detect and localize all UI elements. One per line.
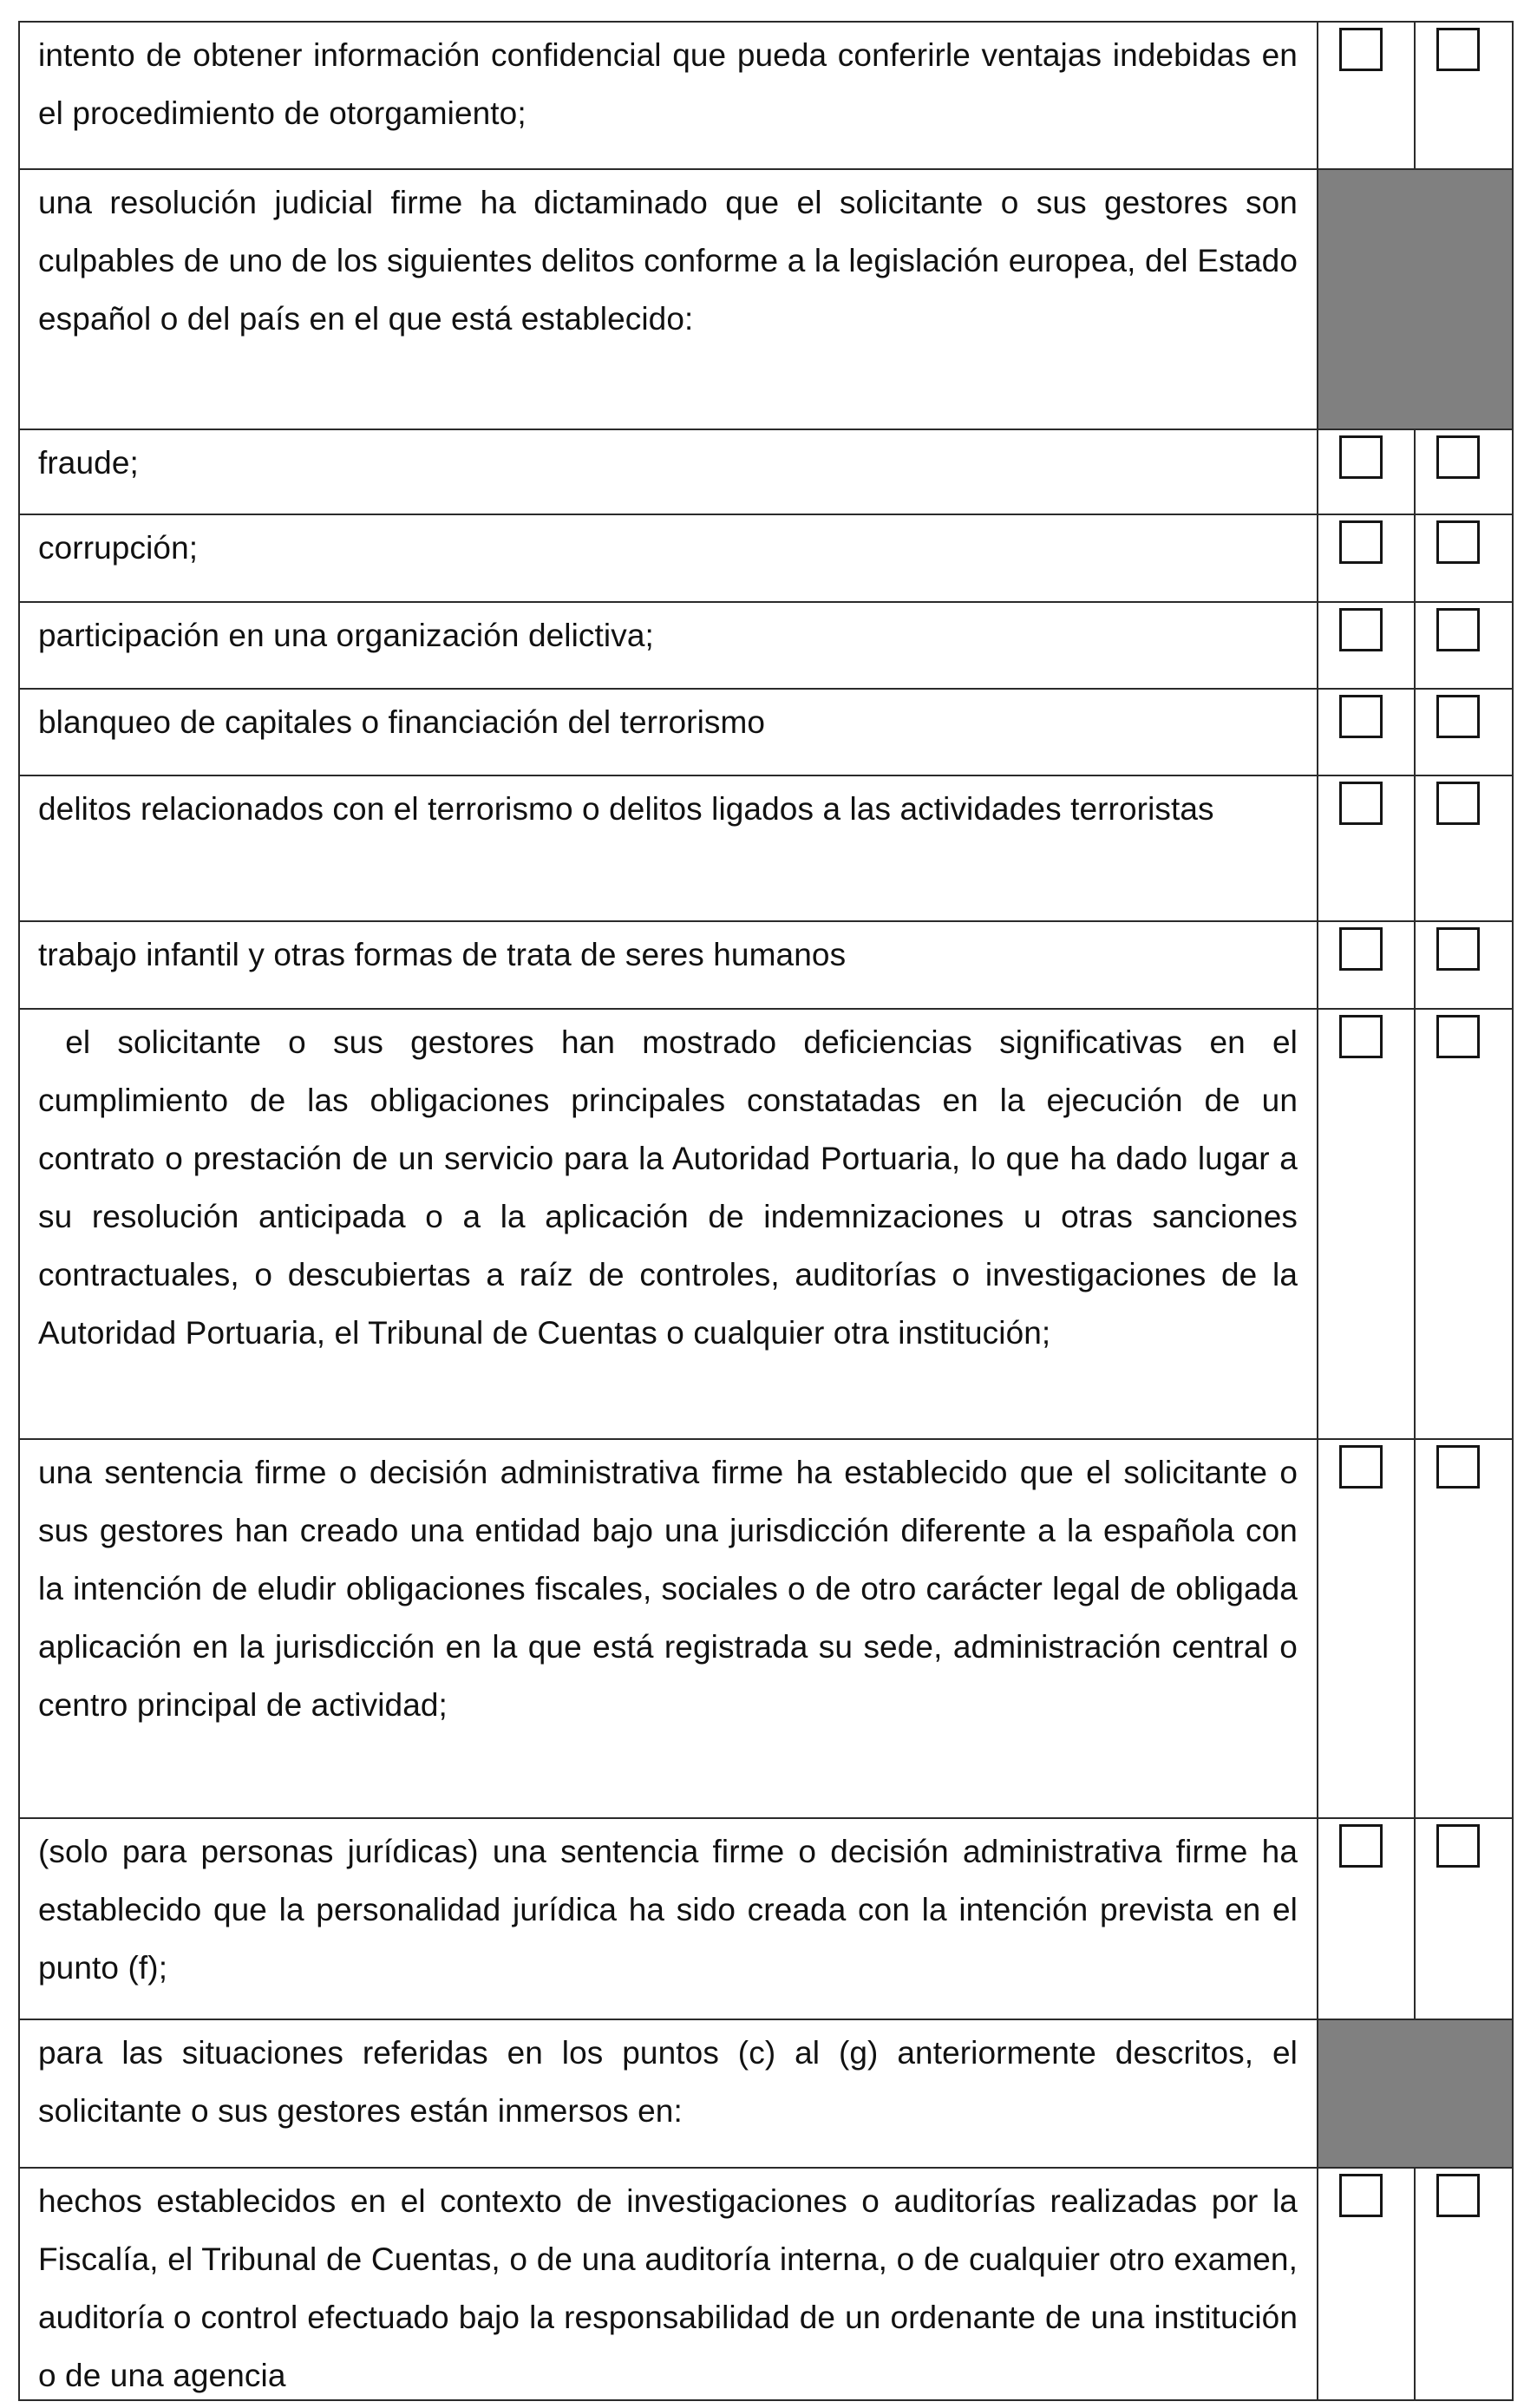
criterion-text: el solicitante o sus gestores han mostrado deficiencias significativas en el cumplimiento de las obligaciones principales constatadas en la ejecución de un contrato o prestación de un servicio para la Autoridad Portuaria, lo que ha dado lugar a su resolución anticipada o a la aplicación de indemnizaciones u otras sanciones contractuales, o descubiertas a raíz de controles, auditorías o investigaciones de la Autoridad Portuaria, el Tribunal de Cuentas o cualquier otra institución;	[20, 1010, 1318, 1438]
shaded-cell	[1318, 170, 1512, 429]
option-cell-1	[1318, 23, 1416, 168]
checkbox-1[interactable]	[1339, 608, 1383, 651]
option-cell-2	[1416, 2169, 1512, 2399]
table-row	[20, 920, 1512, 1008]
option-cell-1	[1318, 690, 1416, 775]
criterion-text: corrupción;	[20, 515, 1318, 601]
table-row	[20, 688, 1512, 775]
checkbox-1[interactable]	[1339, 435, 1383, 479]
option-cell-2	[1416, 690, 1512, 775]
option-cell-2	[1416, 603, 1512, 688]
table-row	[20, 514, 1512, 601]
declaration-table	[18, 21, 1514, 2401]
criterion-text: una sentencia firme o decisión administrativa firme ha establecido que el solicitante o sus gestores han creado una entidad bajo una jurisdicción diferente a la española con la intención de eludir obligaciones fiscales, sociales o de otro carácter legal de obligada aplicación en la jurisdicción en la que está registrada su sede, administración central o centro principal de actividad;	[20, 1440, 1318, 1817]
checkbox-1[interactable]	[1339, 28, 1383, 71]
option-cell-2	[1416, 776, 1512, 920]
checkbox-2[interactable]	[1436, 1015, 1480, 1058]
table-row	[20, 1008, 1512, 1438]
option-cell-1	[1318, 603, 1416, 688]
checkbox-1[interactable]	[1339, 520, 1383, 564]
option-cell-2	[1416, 1010, 1512, 1438]
checkbox-2[interactable]	[1436, 1824, 1480, 1868]
criterion-text: una resolución judicial firme ha dictaminado que el solicitante o sus gestores son culpables de uno de los siguientes delitos conforme a la legislación europea, del Estado español o del país en el que está establecido:	[20, 170, 1318, 429]
option-cell-2	[1416, 922, 1512, 1008]
option-cell-1	[1318, 1440, 1416, 1817]
checkbox-1[interactable]	[1339, 782, 1383, 825]
option-cell-2	[1416, 430, 1512, 514]
checkbox-2[interactable]	[1436, 782, 1480, 825]
option-cell-1	[1318, 1819, 1416, 2019]
option-cell-2	[1416, 23, 1512, 168]
checkbox-2[interactable]	[1436, 695, 1480, 738]
table-row-section-header	[20, 2019, 1512, 2167]
table-row	[20, 2167, 1512, 2399]
criterion-text: (solo para personas jurídicas) una sentencia firme o decisión administrativa firme ha establecido que la personalidad jurídica ha sido creada con la intención prevista en el punto (f);	[20, 1819, 1318, 2019]
checkbox-1[interactable]	[1339, 1445, 1383, 1489]
option-cell-2	[1416, 1819, 1512, 2019]
table-row	[20, 1817, 1512, 2019]
checkbox-2[interactable]	[1436, 608, 1480, 651]
table-row	[20, 429, 1512, 514]
option-cell-2	[1416, 1440, 1512, 1817]
option-cell-1	[1318, 922, 1416, 1008]
table-row	[20, 1438, 1512, 1817]
shaded-cell	[1318, 2020, 1512, 2167]
checkbox-2[interactable]	[1436, 927, 1480, 971]
checkbox-2[interactable]	[1436, 28, 1480, 71]
option-cell-1	[1318, 2169, 1416, 2399]
criterion-text: fraude;	[20, 430, 1318, 514]
checkbox-2[interactable]	[1436, 435, 1480, 479]
option-cell-1	[1318, 1010, 1416, 1438]
option-cell-1	[1318, 430, 1416, 514]
checkbox-2[interactable]	[1436, 1445, 1480, 1489]
criterion-text: trabajo infantil y otras formas de trata de seres humanos	[20, 922, 1318, 1008]
criterion-text: hechos establecidos en el contexto de investigaciones o auditorías realizadas por la Fiscalía, el Tribunal de Cuentas, o de una auditoría interna, o de cualquier otro examen, auditoría o control efectuado bajo la responsabilidad de un ordenante de una institución o de una agencia	[20, 2169, 1318, 2399]
checkbox-1[interactable]	[1339, 2174, 1383, 2217]
table-row	[20, 601, 1512, 688]
checkbox-1[interactable]	[1339, 1015, 1383, 1058]
option-cell-2	[1416, 515, 1512, 601]
table-row	[20, 775, 1512, 920]
checkbox-1[interactable]	[1339, 927, 1383, 971]
option-cell-1	[1318, 776, 1416, 920]
criterion-text: para las situaciones referidas en los puntos (c) al (g) anteriormente descritos, el solicitante o sus gestores están inmersos en:	[20, 2020, 1318, 2167]
criterion-text: blanqueo de capitales o financiación del terrorismo	[20, 690, 1318, 775]
criterion-text: delitos relacionados con el terrorismo o delitos ligados a las actividades terroristas	[20, 776, 1318, 920]
checkbox-1[interactable]	[1339, 695, 1383, 738]
criterion-text: intento de obtener información confidencial que pueda conferirle ventajas indebidas en el procedimiento de otorgamiento;	[20, 23, 1318, 168]
option-cell-1	[1318, 515, 1416, 601]
criterion-text: participación en una organización delictiva;	[20, 603, 1318, 688]
checkbox-2[interactable]	[1436, 2174, 1480, 2217]
table-row	[20, 23, 1512, 168]
checkbox-2[interactable]	[1436, 520, 1480, 564]
checkbox-1[interactable]	[1339, 1824, 1383, 1868]
table-row-section-header	[20, 168, 1512, 429]
